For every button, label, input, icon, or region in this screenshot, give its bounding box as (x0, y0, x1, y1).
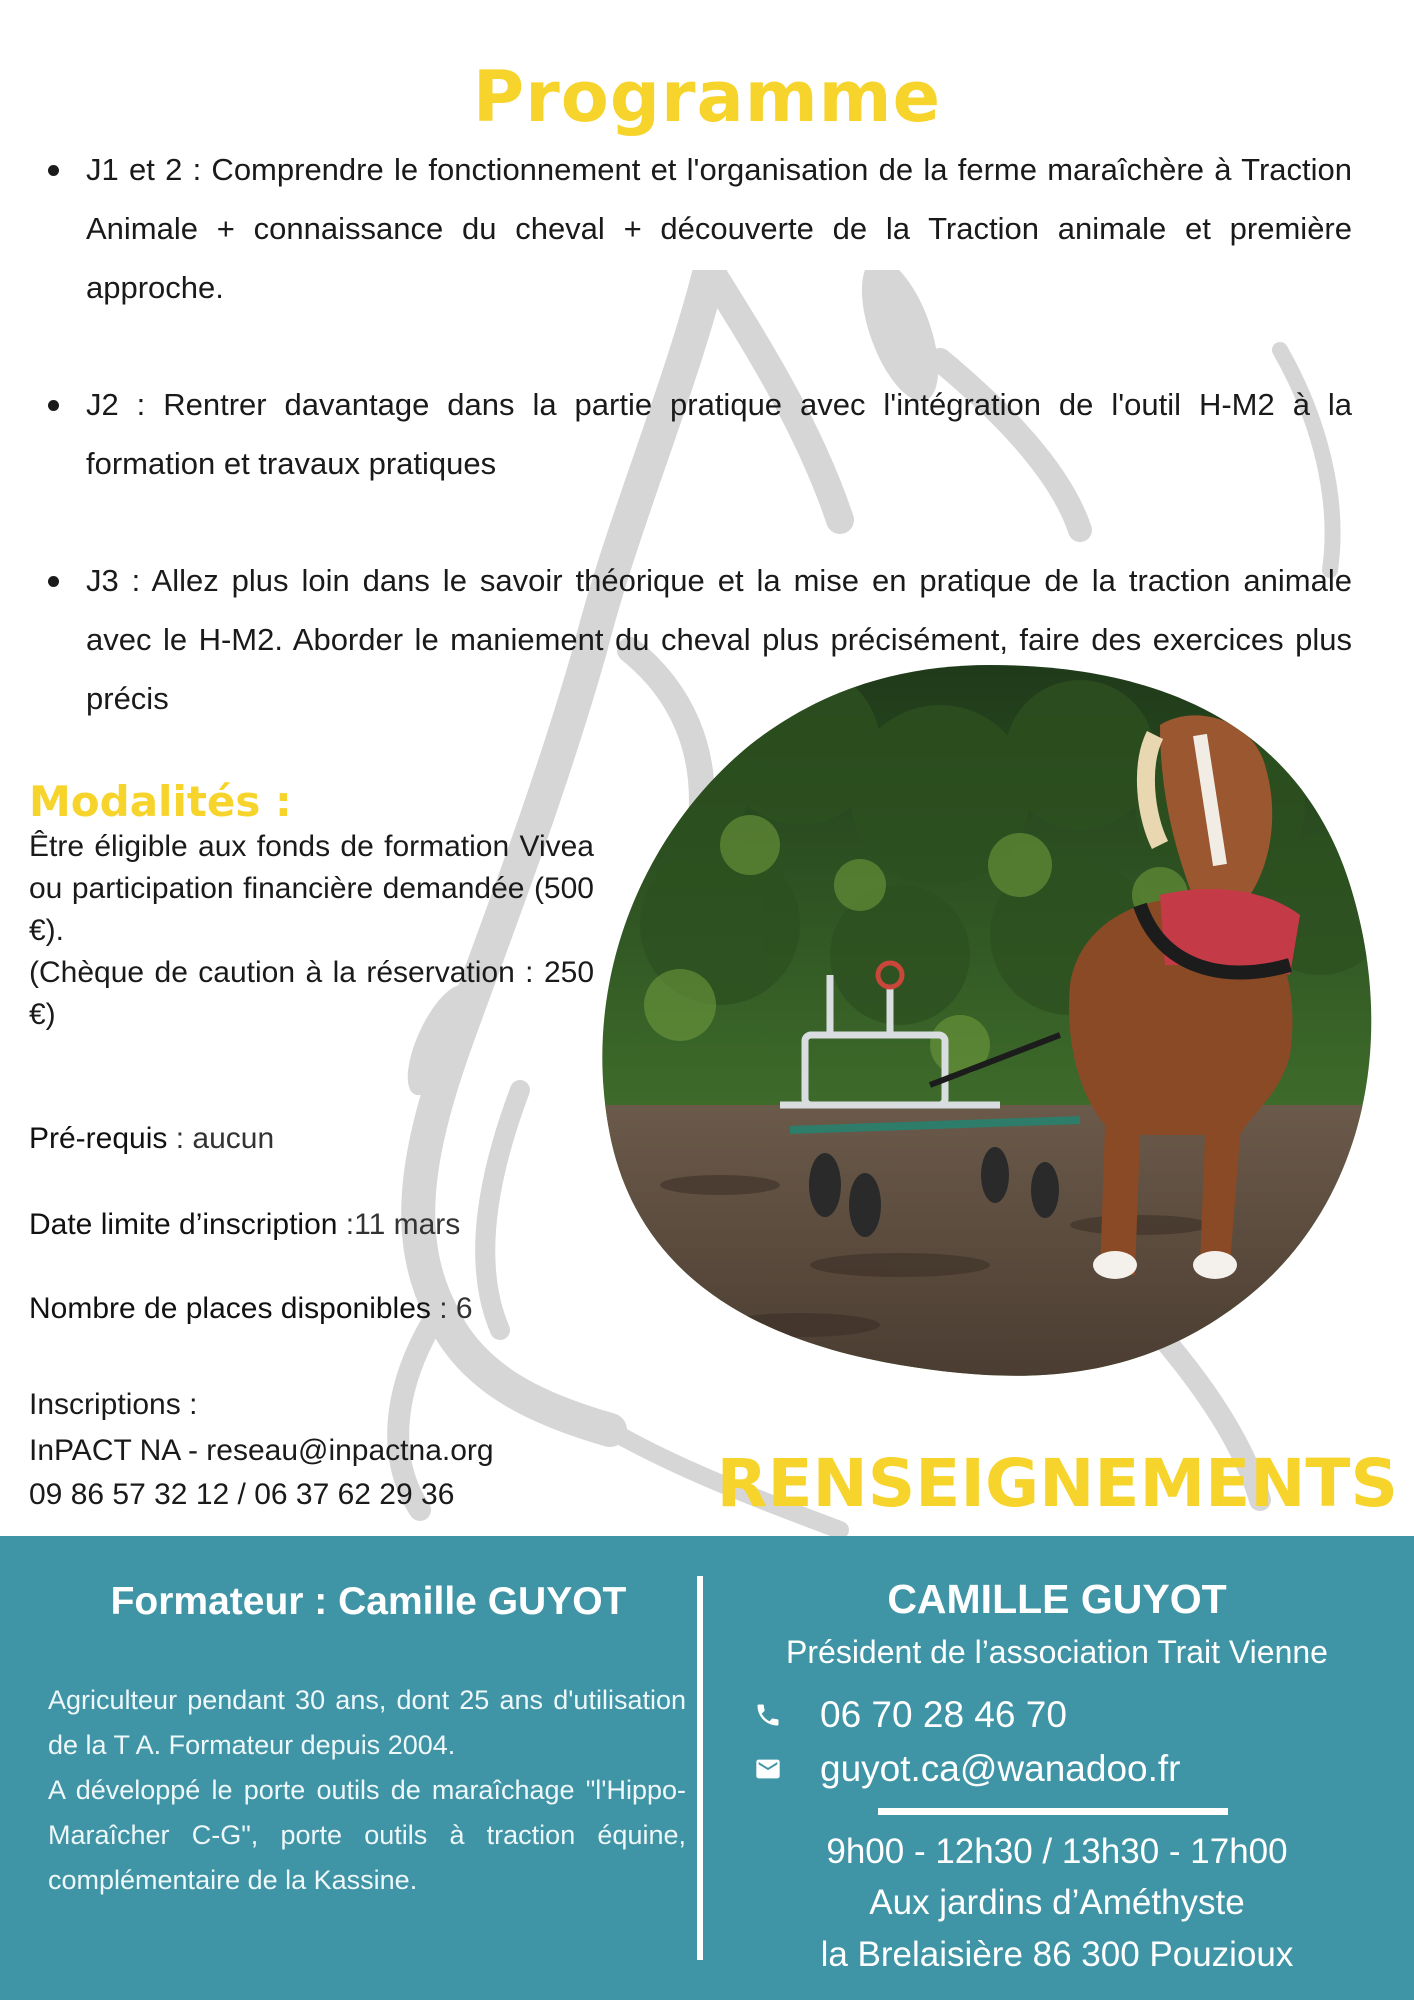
contact-phone[interactable] (752, 1694, 1067, 1736)
trainer-bio (48, 1678, 686, 1903)
contact-separator (878, 1808, 1228, 1815)
opening-hours: 9h00 - 12h30 / 13h30 - 17h00 (826, 1832, 1288, 1871)
trainer-bio-tool: A développé le porte outils de maraîchage "l'Hippo-Maraîcher C-G", porte outils à traction équine, complémentaire de la Kassine. (48, 1775, 686, 1895)
trainer-title: Formateur : Camille GUYOT (110, 1580, 627, 1623)
modalites-deposit: (Chèque de caution à la réservation : 250 €) (29, 956, 594, 1031)
modalites-title: Modalités : (29, 777, 292, 826)
bullet (48, 165, 59, 176)
contact-phone-number: 06 70 28 46 70 (820, 1694, 1067, 1735)
places-label: Nombre de places disponibles (29, 1292, 431, 1325)
program-item-text: J1 et 2 : Comprendre le fonctionnement et l'organisation de la ferme maraîchère à Traction Animale + connaissance du cheval + découverte de la Traction animale et première approche. (86, 152, 1352, 305)
email-icon (752, 1753, 784, 1785)
modalites-text (29, 826, 594, 1036)
deadline-label: Date limite d’inscription (29, 1208, 338, 1241)
program-item-j2 (40, 375, 1352, 493)
page-title: Programme (472, 56, 942, 138)
modalites-eligibility: Être éligible aux fonds de formation Vivea ou participation financière demandée (500 €). (29, 830, 594, 947)
program-item-text: J3 : Allez plus loin dans le savoir théorique et la mise en pratique de la traction animale avec le H-M2. Aborder le maniement du cheval plus précisément, faire des exercices plus précis (86, 563, 1352, 716)
prerequisites-label: Pré-requis (29, 1122, 168, 1155)
horse-photo (600, 665, 1380, 1385)
places-value: : 6 (430, 1292, 473, 1325)
contact-name: CAMILLE GUYOT (887, 1576, 1227, 1622)
contact-email[interactable] (752, 1748, 1181, 1790)
phone-icon (752, 1699, 784, 1731)
venue-address: la Brelaisière 86 300 Pouzioux (820, 1935, 1294, 1974)
inscriptions-title: Inscriptions : (29, 1388, 198, 1421)
program-item-j1-j2 (40, 140, 1352, 317)
contact-role: Président de l’association Trait Vienne (786, 1634, 1328, 1670)
inscriptions-org: InPACT NA - reseau@inpactna.org (29, 1434, 494, 1467)
prerequisites (29, 1122, 274, 1156)
contact-email-address: guyot.ca@wanadoo.fr (820, 1748, 1181, 1789)
renseignements-heading: RENSEIGNEMENTS (716, 1445, 1398, 1522)
trainer-bio-experience: Agriculteur pendant 30 ans, dont 25 ans d'utilisation de la T A. Formateur depuis 2004. (48, 1685, 686, 1760)
prerequisites-value: : aucun (167, 1122, 275, 1155)
inscriptions-phones: 09 86 57 32 12 / 06 37 62 29 36 (29, 1478, 455, 1511)
bullet (48, 576, 59, 587)
bullet (48, 400, 59, 411)
program-item-text: J2 : Rentrer davantage dans la partie pratique avec l'intégration de l'outil H-M2 à la formation et travaux pratiques (86, 387, 1352, 481)
venue-name: Aux jardins d’Améthyste (869, 1883, 1245, 1922)
footer-contact-band (0, 1536, 1414, 2000)
registration-deadline (29, 1208, 460, 1242)
deadline-value: :11 mars (337, 1208, 461, 1241)
available-places (29, 1292, 473, 1326)
